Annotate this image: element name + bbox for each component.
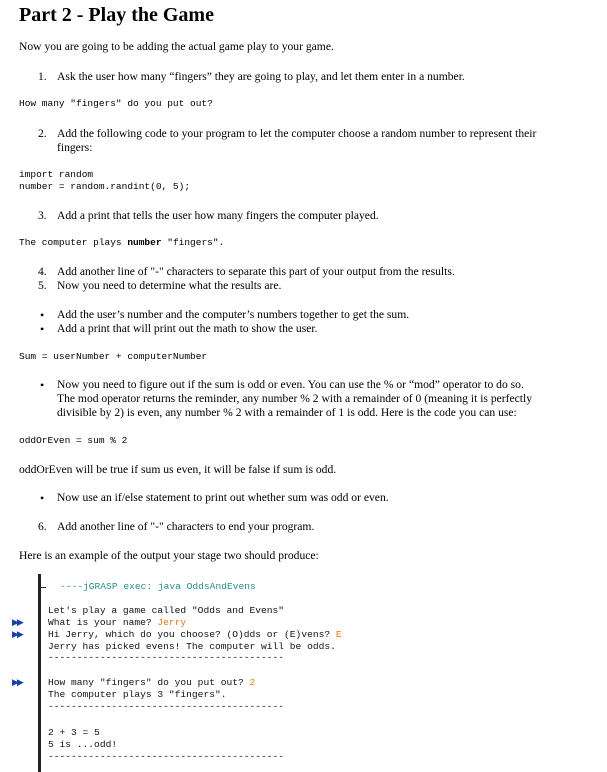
code-odd-or-even: oddOrEven = sum % 2 (19, 435, 128, 446)
step-2-number: 2. (38, 127, 47, 140)
terminal-corner-tick (38, 587, 46, 588)
input-arrow-icon: ▶▶ (12, 629, 22, 639)
terminal-line-8: 5 is ...odd! (48, 739, 118, 750)
step-2-text-line2: fingers: (57, 141, 93, 154)
terminal-line-3 (48, 629, 342, 640)
terminal-left-border (38, 574, 41, 772)
example-intro: Here is an example of the output your stage two should produce: (19, 549, 319, 562)
step-2-text-line1: Add the following code to your program to let the computer choose a random number to represent their (57, 127, 537, 140)
odd-even-explanation: oddOrEven will be true if sum us even, it will be false if sum is odd. (19, 463, 337, 476)
terminal-line-7: 2 + 3 = 5 (48, 727, 100, 738)
step-4-text: Add another line of "-" characters to separate this part of your output from the results. (57, 265, 455, 278)
step-1-number: 1. (38, 70, 47, 83)
bullet-3-line2: The mod operator returns the reminder, any number % 2 with a remainder of 0 (meaning it is perfectly (57, 392, 533, 405)
step-3-number: 3. (38, 209, 47, 222)
code-sum: Sum = userNumber + computerNumber (19, 351, 208, 362)
terminal-input-choice: E (335, 629, 342, 640)
code-computer-plays-post: "fingers". (161, 237, 225, 248)
terminal-line-2-text: What is your name? (48, 617, 158, 628)
intro-paragraph: Now you are going to be adding the actual game play to your game. (19, 40, 334, 53)
bullet-dot: • (40, 308, 45, 322)
terminal-output (12, 574, 607, 772)
bullet-dot: • (40, 491, 45, 505)
bullet-dot: • (40, 322, 45, 336)
page-title: Part 2 - Play the Game (19, 4, 214, 26)
step-1-text: Ask the user how many “fingers” they are going to play, and let them enter in a number. (57, 70, 465, 83)
code-computer-plays-number: number (127, 237, 162, 248)
code-computer-plays (19, 237, 224, 248)
step-5-number: 5. (38, 279, 47, 292)
terminal-line-5-text: How many "fingers" do you put out? (48, 677, 250, 688)
bullet-3-line1: Now you need to figure out if the sum is odd or even. You can use the % or “mod” operator to do so. (57, 378, 524, 391)
terminal-separator-2: ----------------------------------------- (48, 701, 285, 712)
bullet-1-text: Add the user’s number and the computer’s numbers together to get the sum. (57, 308, 410, 321)
step-6-text: Add another line of "-" characters to end your program. (57, 520, 315, 533)
terminal-line-6: The computer plays 3 "fingers". (48, 689, 227, 700)
code-randint: number = random.randint(0, 5); (19, 181, 191, 192)
bullet-3-line3: divisible by 2) is even, any number % 2 with a remainder of 1 is odd. Here is the code you can use: (57, 406, 517, 419)
terminal-separator-1: ----------------------------------------- (48, 652, 285, 663)
step-4-number: 4. (38, 265, 47, 278)
terminal-line-2 (48, 617, 186, 628)
terminal-exec-line: ----jGRASP exec: java OddsAndEvens (60, 581, 256, 592)
terminal-line-5 (48, 677, 255, 688)
terminal-line-4: Jerry has picked evens! The computer will be odds. (48, 641, 336, 652)
bullet-4-text: Now use an if/else statement to print out whether sum was odd or even. (57, 491, 389, 504)
terminal-line-1: Let's play a game called "Odds and Evens" (48, 605, 285, 616)
terminal-input-name: Jerry (157, 617, 187, 628)
input-arrow-icon: ▶▶ (12, 677, 22, 687)
step-5-text: Now you need to determine what the results are. (57, 279, 282, 292)
code-import-random: import random (19, 169, 94, 180)
step-6-number: 6. (38, 520, 47, 533)
terminal-separator-3: ----------------------------------------- (48, 751, 285, 762)
input-arrow-icon: ▶▶ (12, 617, 22, 627)
terminal-line-3-text: Hi Jerry, which do you choose? (O)dds or (E)vens? (48, 629, 336, 640)
terminal-input-fingers: 2 (249, 677, 256, 688)
code-computer-plays-pre: The computer plays (19, 237, 128, 248)
step-3-text: Add a print that tells the user how many fingers the computer played. (57, 209, 379, 222)
bullet-2-text: Add a print that will print out the math to show the user. (57, 322, 318, 335)
bullet-dot: • (40, 378, 45, 392)
code-how-many-fingers: How many "fingers" do you put out? (19, 98, 213, 109)
